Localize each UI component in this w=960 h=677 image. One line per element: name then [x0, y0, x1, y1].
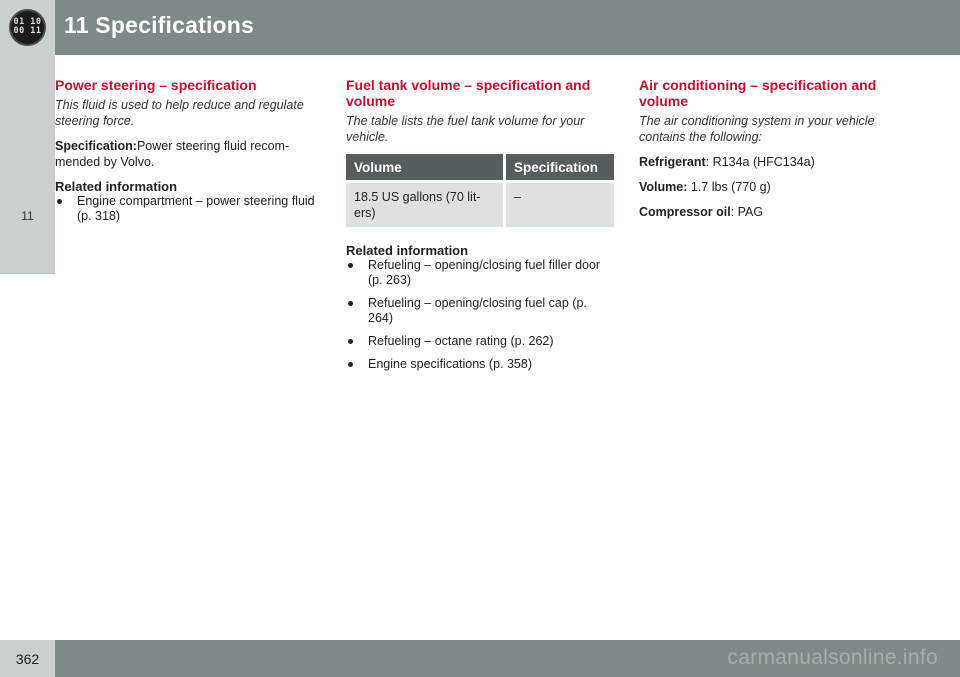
refrigerant-line	[639, 154, 894, 170]
related-link-text: Engine compartment – power steering fluid (p. 318)	[77, 194, 315, 223]
fuel-tank-section	[346, 77, 614, 380]
power-steering-spec-text: Power steering fluid recom- mended by Volvo.	[55, 139, 290, 169]
header-icon-cell	[0, 0, 55, 55]
air-conditioning-title: Air conditioning – specification and volume	[639, 77, 877, 109]
fuel-tank-related-list	[346, 258, 614, 372]
related-link[interactable]	[346, 258, 614, 288]
volume-value: 1.7 lbs (770 g)	[690, 180, 771, 194]
table-header-row	[346, 154, 614, 180]
compressor-oil-value: PAG	[737, 205, 764, 219]
power-steering-spec-label: Specification:	[55, 139, 137, 153]
compressor-oil-label: Compressor oil	[639, 205, 731, 219]
related-link-text: Refueling – opening/closing fuel cap (p. 264)	[368, 296, 587, 325]
power-steering-related-heading: Related information	[55, 179, 178, 194]
bullet-icon	[348, 362, 353, 367]
binary-code-icon	[9, 9, 46, 46]
chapter-side-tab-label: 11	[21, 209, 34, 223]
fuel-tank-table	[346, 154, 614, 227]
related-link[interactable]	[346, 334, 614, 349]
power-steering-section	[55, 77, 315, 232]
table-row	[346, 180, 614, 227]
table-header-specification: Specification	[506, 154, 614, 180]
table-cell-specification: –	[506, 180, 614, 227]
compressor-oil-separator: :	[730, 205, 738, 219]
related-link-text: Refueling – octane rating (p. 262)	[368, 334, 554, 348]
power-steering-intro: This fluid is used to help reduce and regulate steering force.	[55, 98, 304, 128]
refrigerant-separator: :	[705, 155, 713, 169]
bullet-icon	[348, 263, 353, 268]
power-steering-related-list	[55, 194, 315, 224]
binary-code-icon-line-1: 01 10	[13, 17, 42, 27]
related-link[interactable]	[346, 357, 614, 372]
table-header-volume: Volume	[346, 154, 506, 180]
bullet-icon	[348, 339, 353, 344]
bullet-icon	[348, 301, 353, 306]
fuel-tank-related-heading: Related information	[346, 243, 469, 258]
related-link-text: Refueling – opening/closing fuel filler door (p. 263)	[368, 258, 601, 287]
air-conditioning-intro: The air conditioning system in your vehicle contains the following:	[639, 114, 875, 144]
chapter-title: 11 Specifications	[64, 12, 255, 38]
fuel-tank-intro: The table lists the fuel tank volume for your vehicle.	[346, 114, 585, 144]
power-steering-spec	[55, 138, 315, 170]
refrigerant-value: R134a (HFC134a)	[712, 155, 815, 169]
table-cell-volume: 18.5 US gallons (70 lit- ers)	[346, 180, 506, 227]
related-link-text: Engine specifications (p. 358)	[368, 357, 532, 371]
air-conditioning-section	[639, 77, 894, 229]
chapter-side-tab	[0, 55, 55, 274]
power-steering-title: Power steering – specification	[55, 77, 257, 93]
related-link[interactable]	[55, 194, 315, 224]
refrigerant-label: Refrigerant	[639, 155, 706, 169]
volume-label: Volume:	[639, 180, 688, 194]
watermark: carmanualsonline.info	[727, 646, 938, 669]
volume-line	[639, 179, 894, 195]
bullet-icon	[57, 199, 62, 204]
page-number: 362	[15, 651, 40, 667]
binary-code-icon-line-2: 00 11	[13, 26, 42, 36]
fuel-tank-title: Fuel tank volume – specification and volume	[346, 77, 591, 109]
related-link[interactable]	[346, 296, 614, 326]
compressor-oil-line	[639, 204, 894, 220]
